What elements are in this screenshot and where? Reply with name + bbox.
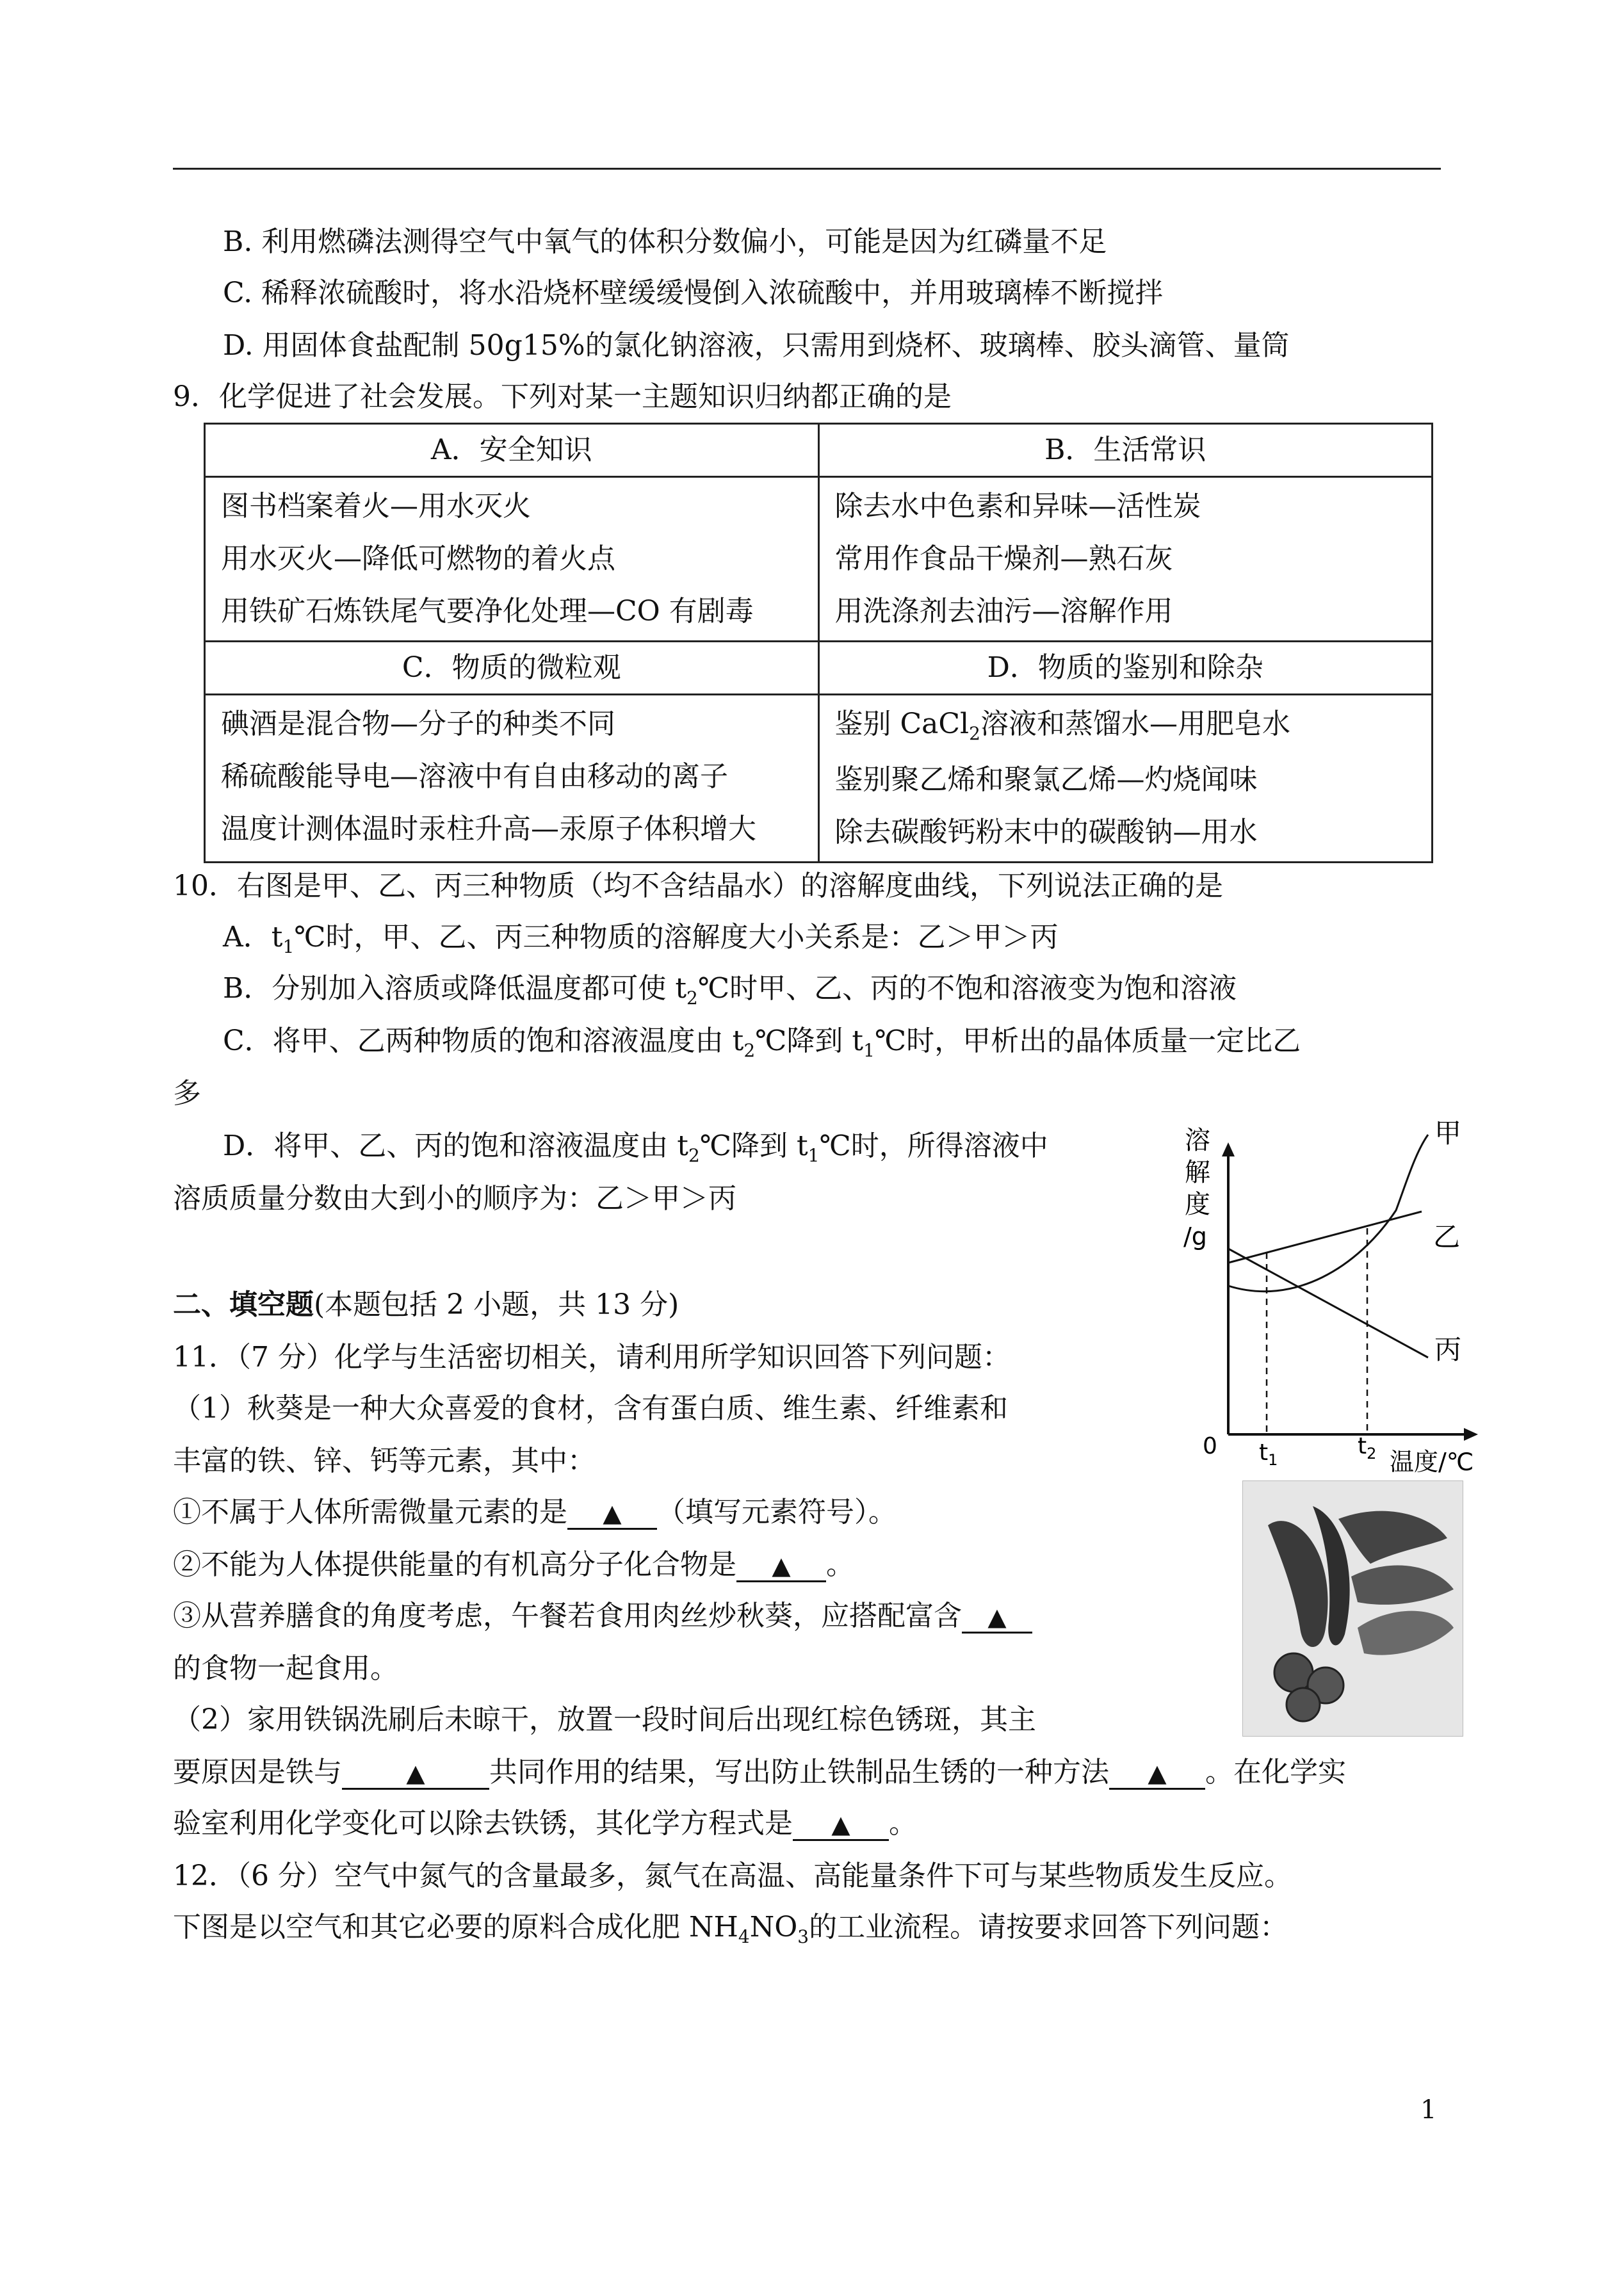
- answer-blank-5[interactable]: ▲: [1109, 1758, 1205, 1790]
- okra-photo: [1242, 1480, 1463, 1737]
- q11-part2-line3: 验室利用化学变化可以除去铁锈，其化学方程式是 ▲ 。: [173, 1807, 917, 1840]
- q8-option-b: B. 利用燃磷法测得空气中氧气的体积分数偏小，可能是因为红磷量不足: [223, 225, 1107, 258]
- q10-stem: 10．右图是甲、乙、丙三种物质（均不含结晶水）的溶解度曲线，下列说法正确的是: [173, 870, 1223, 902]
- q11-part2-line2: 要原因是铁与 ▲ 共同作用的结果，写出防止铁制品生锈的一种方法 ▲ 。在化学实: [173, 1756, 1346, 1788]
- graph-t1: $t_1$: [1259, 1439, 1278, 1469]
- q9-b-line1: 除去水中色素和异味—活性炭: [834, 490, 1201, 523]
- q9-b-header: B．生活常识: [818, 424, 1433, 477]
- answer-blank-1[interactable]: ▲: [567, 1498, 657, 1530]
- q9-b-content: [818, 477, 1433, 642]
- q9-b-line2: 常用作食品干燥剂—熟石灰: [834, 542, 1173, 575]
- q9-d-line2: 鉴别聚乙烯和聚氯乙烯—灼烧闻味: [834, 763, 1258, 796]
- q9-a-line3: 用铁矿石炼铁尾气要净化处理—CO 有剧毒: [221, 595, 754, 628]
- graph-origin: 0: [1203, 1433, 1217, 1459]
- q10-option-b: B．分别加入溶质或降低温度都可使 $t_2℃$时甲、乙、丙的不饱和溶液变为饱和溶液: [223, 972, 1237, 1009]
- q9-c-line3: 温度计测体温时汞柱升高—汞原子体积增大: [221, 813, 756, 845]
- q9-a-header: A．安全知识: [205, 424, 819, 477]
- graph-t2: $t_2$: [1358, 1433, 1377, 1463]
- q9-b-line3: 用洗涤剂去油污—溶解作用: [834, 595, 1173, 628]
- graph-ylabel-2: 解: [1185, 1158, 1210, 1187]
- answer-blank-4[interactable]: ▲: [342, 1758, 489, 1790]
- answer-blank-6[interactable]: ▲: [793, 1810, 889, 1841]
- graph-x-arrow: [1464, 1428, 1478, 1441]
- graph-y-arrow: [1222, 1142, 1235, 1156]
- q11-part1-line2: 丰富的铁、锌、钙等元素，其中：: [173, 1445, 596, 1477]
- q9-c-header: C．物质的微粒观: [205, 642, 819, 695]
- q8-option-d: D. 用固体食盐配制 50g15%的氯化钠溶液，只需用到烧杯、玻璃棒、胶头滴管、量筒: [223, 329, 1290, 362]
- q9-c-line1: 碘酒是混合物—分子的种类不同: [221, 708, 615, 740]
- q8-option-c: C. 稀释浓硫酸时，将水沿烧杯壁缓缓慢倒入浓硫酸中，并用玻璃棒不断搅拌: [223, 277, 1164, 309]
- okra-slice-3: [1287, 1688, 1320, 1721]
- q11-part1-line1: （1）秋葵是一种大众喜爱的食材，含有蛋白质、维生素、纤维素和: [173, 1392, 1008, 1425]
- graph-ylabel-1: 溶: [1185, 1126, 1210, 1155]
- q11-item3-cont: 的食物一起食用。: [173, 1652, 398, 1685]
- graph-xlabel: 温度/℃: [1390, 1448, 1474, 1473]
- q10-option-c: C．将甲、乙两种物质的饱和溶液温度由 $t_2℃$降到 $t_1℃$时，甲析出的晶体质量一定比乙: [223, 1025, 1301, 1061]
- q9-d-content: [818, 695, 1433, 863]
- q12-line2: 下图是以空气和其它必要的原料合成化肥 $NH_4NO_3$的工业流程。请按要求回答下列问题：: [173, 1911, 1288, 1947]
- q11-item1: ①不属于人体所需微量元素的是 ▲ （填写元素符号）。: [173, 1496, 897, 1529]
- q10-option-d-cont: 溶质质量分数由大到小的顺序为：乙＞甲＞丙: [173, 1182, 736, 1215]
- q9-stem: 9．化学促进了社会发展。下列对某一主题知识归纳都正确的是: [173, 380, 952, 413]
- curve-bing: [1228, 1249, 1428, 1358]
- page-number: 1: [1420, 2095, 1437, 2125]
- q9-d-line3: 除去碳酸钙粉末中的碳酸钠—用水: [834, 816, 1258, 848]
- q9-table: [204, 423, 1433, 863]
- q9-c-content: [205, 695, 819, 863]
- q9-a-line1: 图书档案着火—用水灭火: [221, 490, 531, 523]
- q10-option-c-cont: 多: [173, 1077, 201, 1110]
- graph-ylabel-4: /g: [1183, 1222, 1207, 1251]
- q10-option-a: A．$t_1℃$时，甲、乙、丙三种物质的溶解度大小关系是：乙＞甲＞丙: [223, 921, 1059, 957]
- label-bing: 丙: [1434, 1334, 1462, 1365]
- section2-heading: 二、填空题(本题包括 2 小题，共 13 分): [173, 1288, 679, 1321]
- curve-yi: [1228, 1212, 1422, 1263]
- q11-item3: ③从营养膳食的角度考虑，午餐若食用肉丝炒秋葵，应搭配富含 ▲: [173, 1598, 1032, 1634]
- answer-blank-3[interactable]: ▲: [962, 1602, 1032, 1634]
- q11-item2: ②不能为人体提供能量的有机高分子化合物是 ▲ 。: [173, 1548, 854, 1581]
- q10-option-d: D．将甲、乙、丙的饱和溶液温度由 $t_2℃$降到 $t_1℃$时，所得溶液中: [223, 1130, 1048, 1166]
- q9-c-line2: 稀硫酸能导电—溶液中有自由移动的离子: [221, 760, 728, 793]
- q9-d-header: D．物质的鉴别和除杂: [818, 642, 1433, 695]
- q11-stem: 11．（7 分）化学与生活密切相关，请利用所学知识回答下列问题：: [173, 1341, 1011, 1374]
- solubility-graph: [1165, 1114, 1511, 1473]
- curve-jia: [1228, 1135, 1428, 1292]
- graph-ylabel-3: 度: [1185, 1190, 1210, 1219]
- label-yi: 乙: [1433, 1221, 1461, 1253]
- q11-part2-line1: （2）家用铁锅洗刷后未晾干，放置一段时间后出现红棕色锈斑，其主: [173, 1703, 1036, 1736]
- q9-a-line2: 用水灭火—降低可燃物的着火点: [221, 542, 615, 575]
- q12-line1: 12．（6 分）空气中氮气的含量最多，氮气在高温、高能量条件下可与某些物质发生反应。: [173, 1860, 1292, 1892]
- label-jia: 甲: [1434, 1117, 1462, 1149]
- q9-a-content: [205, 477, 819, 642]
- answer-blank-2[interactable]: ▲: [736, 1551, 826, 1582]
- header-rule: [173, 168, 1441, 170]
- q9-d-line1: 鉴别 CaCl$_2$溶液和蒸馏水—用肥皂水: [834, 708, 1290, 744]
